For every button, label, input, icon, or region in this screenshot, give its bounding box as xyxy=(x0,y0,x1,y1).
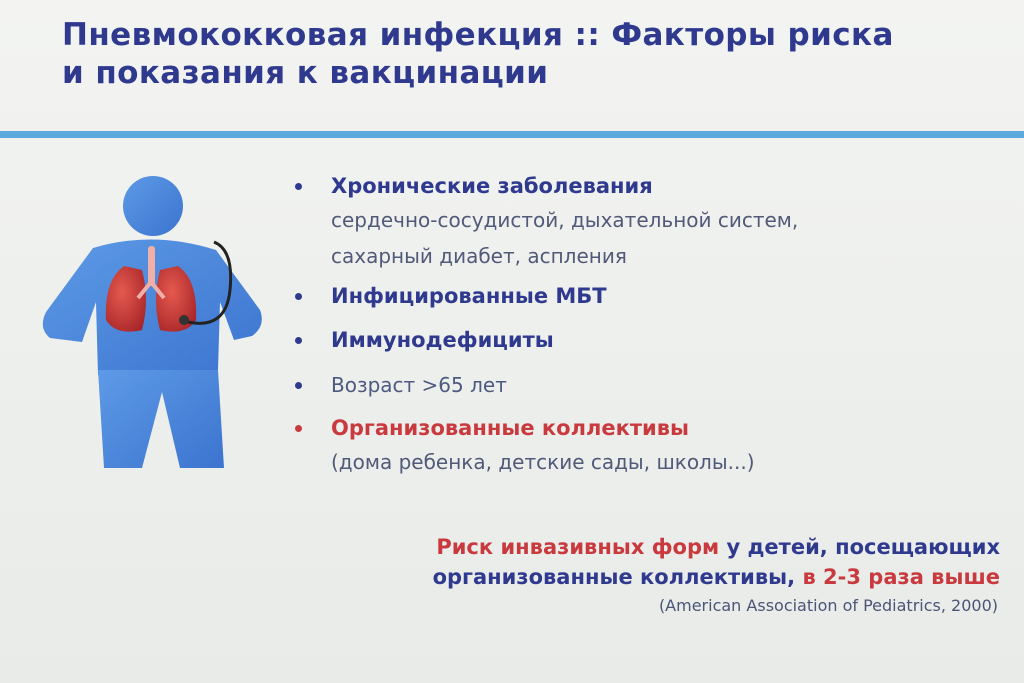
item-collectives-detail: (дома ребенка, детские сады, школы...) xyxy=(331,450,755,474)
bullet-icon xyxy=(295,183,302,190)
slide-title-line-1: Пневмококковая инфекция :: Факторы риска xyxy=(62,17,894,53)
risk-note-blue-1: у детей, посещающих xyxy=(719,535,1000,559)
bullet-icon xyxy=(295,382,302,389)
risk-note-line-2 xyxy=(433,562,1000,592)
risk-note xyxy=(433,532,1000,592)
risk-note-line-1 xyxy=(433,532,1000,562)
list-item-chronic xyxy=(295,170,995,274)
list-item-immuno xyxy=(295,324,995,356)
item-chronic-title: Хронические заболевания xyxy=(331,174,653,198)
item-age: Возраст >65 лет xyxy=(331,373,507,397)
bullet-icon xyxy=(295,293,302,300)
item-mbt: Инфицированные МБТ xyxy=(331,284,607,308)
risk-note-red-2: в 2-3 раза выше xyxy=(802,565,1000,589)
item-immuno: Иммунодефициты xyxy=(331,328,554,352)
slide-title xyxy=(62,16,1002,92)
item-chronic-detail-1: сердечно-сосудистой, дыхательной систем, xyxy=(331,208,799,232)
title-divider xyxy=(0,131,1024,138)
risk-factor-list xyxy=(295,170,995,480)
reference-citation: (American Association of Pediatrics, 2000) xyxy=(658,596,998,615)
item-chronic-detail-2: сахарный диабет, аспления xyxy=(331,244,627,268)
slide-title-line-2: и показания к вакцинации xyxy=(62,55,549,91)
bullet-icon xyxy=(295,425,302,432)
list-item-collectives xyxy=(295,412,995,480)
item-collectives-title: Организованные коллективы xyxy=(331,416,690,440)
risk-note-red-1: Риск инвазивных форм xyxy=(436,535,720,559)
list-item-age xyxy=(295,368,995,402)
risk-note-blue-2: организованные коллективы, xyxy=(432,565,803,589)
list-item-mbt xyxy=(295,280,995,312)
human-lungs-icon xyxy=(38,170,278,480)
bullet-icon xyxy=(295,337,302,344)
